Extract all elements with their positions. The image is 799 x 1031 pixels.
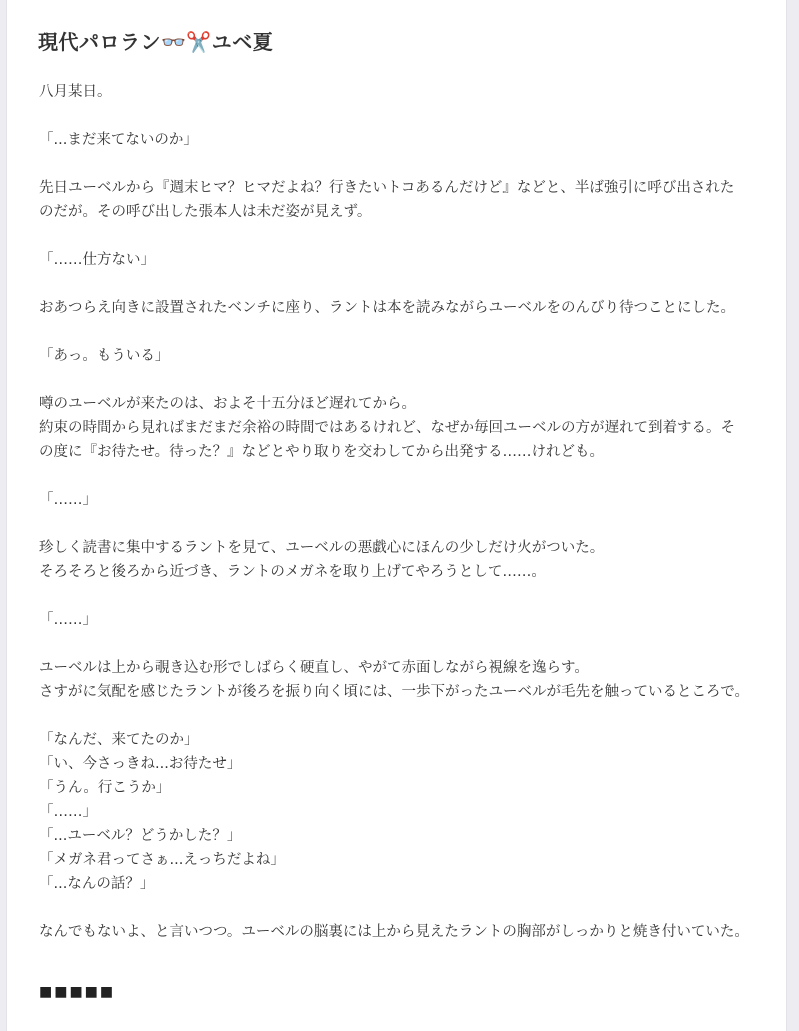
- story-paragraph: [39, 488, 779, 512]
- story-line: 「い、今さっきね...お待たせ」: [39, 756, 242, 772]
- story-paragraph: [39, 536, 779, 584]
- post-body: [39, 80, 779, 968]
- story-paragraph: [39, 656, 779, 704]
- story-line: 噂のユーベルが来たのは、およそ十五分ほど遅れてから。: [39, 396, 416, 412]
- story-paragraph: [39, 608, 779, 632]
- post-page: [6, 0, 787, 1031]
- story-line: 約束の時間から見ればまだまだ余裕の時間ではあるけれど、なぜか毎回ユーベルの方が遅れて到着する。そ: [39, 420, 735, 436]
- story-paragraph: [39, 344, 779, 368]
- story-paragraph: [39, 128, 779, 152]
- story-line: 「あっ。もういる」: [39, 348, 170, 364]
- story-paragraph: [39, 296, 779, 320]
- story-line: 「なんだ、来てたのか」: [39, 732, 199, 748]
- story-paragraph: [39, 392, 779, 464]
- story-line: 「……」: [39, 612, 97, 628]
- story-paragraph: [39, 176, 779, 224]
- post-title: 現代パロラン👓✂️ユベ夏: [38, 30, 274, 54]
- story-line: のだが。その呼び出した張本人は未だ姿が見えず。: [39, 204, 372, 220]
- story-line: 「……」: [39, 804, 97, 820]
- story-paragraph: [39, 80, 779, 104]
- story-line: さすがに気配を感じたラントが後ろを振り向く頃には、一歩下がったユーベルが毛先を触っているところで。: [39, 684, 750, 700]
- story-line: 「...ユーベル？どうかした？」: [39, 828, 242, 844]
- story-line: 「...なんの話？」: [39, 876, 155, 892]
- story-paragraph: [39, 248, 779, 272]
- story-paragraph: [39, 920, 779, 944]
- story-line: 「メガネ君ってさぁ...えっちだよね」: [39, 852, 285, 868]
- story-line: 「……」: [39, 492, 97, 508]
- story-line: なんでもないよ、と言いつつ。ユーベルの脳裏には上から見えたラントの胸部がしっかりと焼き付いていた。: [39, 924, 749, 940]
- story-line: そろそろと後ろから近づき、ラントのメガネを取り上げてやろうとして……。: [39, 564, 546, 580]
- story-paragraph: [39, 728, 779, 896]
- story-line: 八月某日。: [39, 84, 112, 100]
- story-line: おあつらえ向きに設置されたベンチに座り、ラントは本を読みながらユーベルをのんびり待つことにした。: [39, 300, 735, 316]
- story-line: 「...まだ来てないのか」: [39, 132, 198, 148]
- section-separator: ■■■■■: [39, 984, 116, 1000]
- story-line: 「うん。行こうか」: [39, 780, 171, 796]
- story-line: ユーベルは上から覗き込む形でしばらく硬直し、やがて赤面しながら視線を逸らす。: [39, 660, 589, 676]
- story-line: 珍しく読書に集中するラントを見て、ユーベルの悪戯心にほんの少しだけ火がついた。: [39, 540, 605, 556]
- story-line: の度に『お待たせ。待った？』などとやり取りを交わしてから出発する……けれども。: [39, 444, 605, 460]
- story-line: 「……仕方ない」: [39, 252, 155, 268]
- story-line: 先日ユーベルから『週末ヒマ？ヒマだよね？行きたいトコあるんだけど』などと、半ば強引に呼び出された: [39, 180, 735, 196]
